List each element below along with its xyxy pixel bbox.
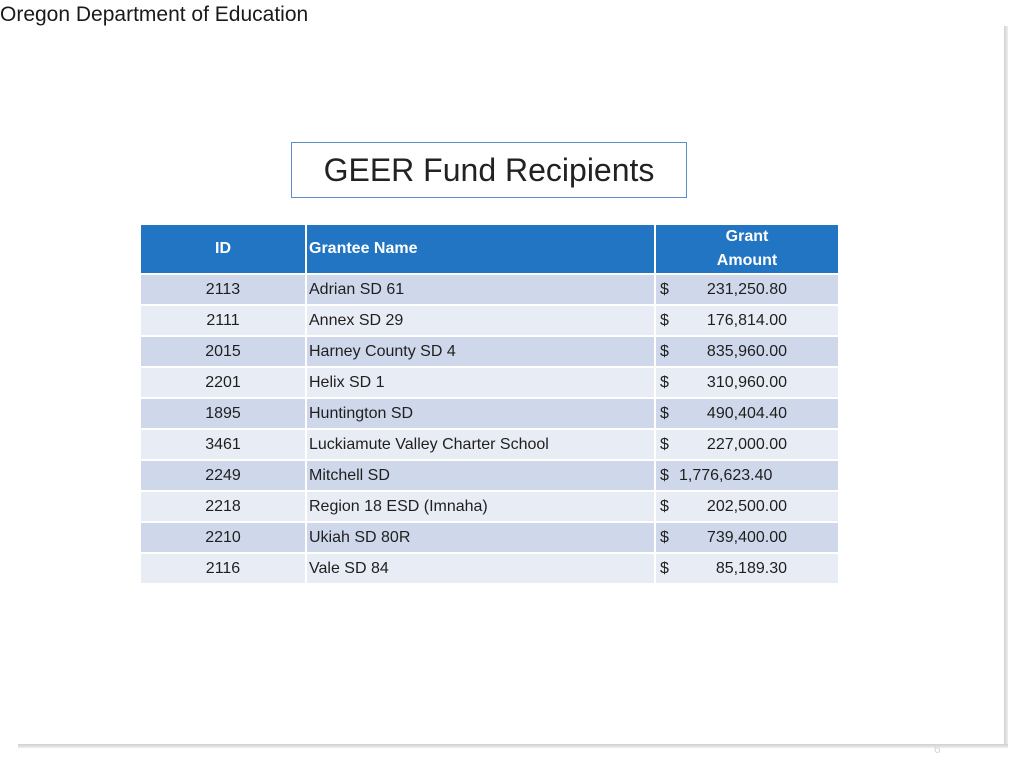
cell-grantee-name: Harney County SD 4 bbox=[306, 336, 655, 367]
amount-value: 85,189.30 bbox=[715, 559, 787, 577]
cell-id: 2210 bbox=[141, 522, 306, 553]
amount-value: 176,814.00 bbox=[706, 311, 787, 329]
currency-symbol: $ bbox=[660, 342, 669, 360]
table-body bbox=[141, 274, 838, 583]
currency-symbol: $ bbox=[660, 466, 669, 484]
column-header-grantee-name: Grantee Name bbox=[306, 225, 655, 274]
table-row bbox=[141, 460, 838, 491]
cell-id: 2249 bbox=[141, 460, 306, 491]
cell-grant-amount bbox=[655, 336, 838, 367]
cell-id: 2201 bbox=[141, 367, 306, 398]
recipients-table-wrapper bbox=[141, 225, 838, 583]
currency-symbol: $ bbox=[660, 311, 669, 329]
cell-id: 2015 bbox=[141, 336, 306, 367]
amount-value: 227,000.00 bbox=[706, 435, 787, 453]
column-header-grant-amount-line1: Grant bbox=[725, 228, 769, 245]
currency-symbol: $ bbox=[660, 373, 669, 391]
table-row bbox=[141, 305, 838, 336]
cell-grantee-name: Annex SD 29 bbox=[306, 305, 655, 336]
currency-symbol: $ bbox=[660, 280, 669, 298]
amount-value: 1,776,623.40 bbox=[679, 466, 773, 484]
cell-grantee-name: Huntington SD bbox=[306, 398, 655, 429]
cell-id: 2113 bbox=[141, 274, 306, 305]
slide-title: GEER Fund Recipients bbox=[291, 142, 687, 198]
cell-grant-amount bbox=[655, 553, 838, 583]
cell-id: 1895 bbox=[141, 398, 306, 429]
cell-grant-amount bbox=[655, 367, 838, 398]
amount-value: 202,500.00 bbox=[706, 497, 787, 515]
table-row bbox=[141, 522, 838, 553]
cell-grantee-name: Ukiah SD 80R bbox=[306, 522, 655, 553]
cell-grantee-name: Adrian SD 61 bbox=[306, 274, 655, 305]
column-header-grant-amount-line2: Amount bbox=[716, 252, 778, 269]
currency-symbol: $ bbox=[660, 404, 669, 422]
column-header-id: ID bbox=[141, 225, 306, 274]
cell-grant-amount bbox=[655, 398, 838, 429]
cell-grant-amount bbox=[655, 460, 838, 491]
slide-shadow-bottom bbox=[18, 744, 1008, 748]
amount-value: 310,960.00 bbox=[706, 373, 787, 391]
amount-value: 490,404.40 bbox=[706, 404, 787, 422]
cell-id: 2111 bbox=[141, 305, 306, 336]
cell-grantee-name: Region 18 ESD (Imnaha) bbox=[306, 491, 655, 522]
cell-grant-amount bbox=[655, 522, 838, 553]
cell-grant-amount bbox=[655, 274, 838, 305]
cell-grant-amount bbox=[655, 491, 838, 522]
table-row bbox=[141, 274, 838, 305]
table-row bbox=[141, 553, 838, 583]
currency-symbol: $ bbox=[660, 559, 669, 577]
table-row bbox=[141, 429, 838, 460]
cell-id: 2116 bbox=[141, 553, 306, 583]
column-header-grant-amount bbox=[655, 225, 838, 274]
table-row bbox=[141, 336, 838, 367]
table-row bbox=[141, 398, 838, 429]
currency-symbol: $ bbox=[660, 435, 669, 453]
organization-header: Oregon Department of Education bbox=[0, 3, 309, 26]
cell-grant-amount bbox=[655, 305, 838, 336]
page-number: 6 bbox=[934, 742, 941, 756]
table-row bbox=[141, 491, 838, 522]
slide-shadow-right bbox=[1004, 26, 1008, 748]
cell-grant-amount bbox=[655, 429, 838, 460]
cell-id: 3461 bbox=[141, 429, 306, 460]
cell-grantee-name: Vale SD 84 bbox=[306, 553, 655, 583]
amount-value: 835,960.00 bbox=[706, 342, 787, 360]
cell-grantee-name: Mitchell SD bbox=[306, 460, 655, 491]
cell-grantee-name: Helix SD 1 bbox=[306, 367, 655, 398]
cell-grantee-name: Luckiamute Valley Charter School bbox=[306, 429, 655, 460]
amount-value: 739,400.00 bbox=[706, 528, 787, 546]
recipients-table bbox=[141, 225, 838, 583]
amount-value: 231,250.80 bbox=[706, 280, 787, 298]
table-row bbox=[141, 367, 838, 398]
cell-id: 2218 bbox=[141, 491, 306, 522]
table-header-row bbox=[141, 225, 838, 274]
currency-symbol: $ bbox=[660, 497, 669, 515]
currency-symbol: $ bbox=[660, 528, 669, 546]
